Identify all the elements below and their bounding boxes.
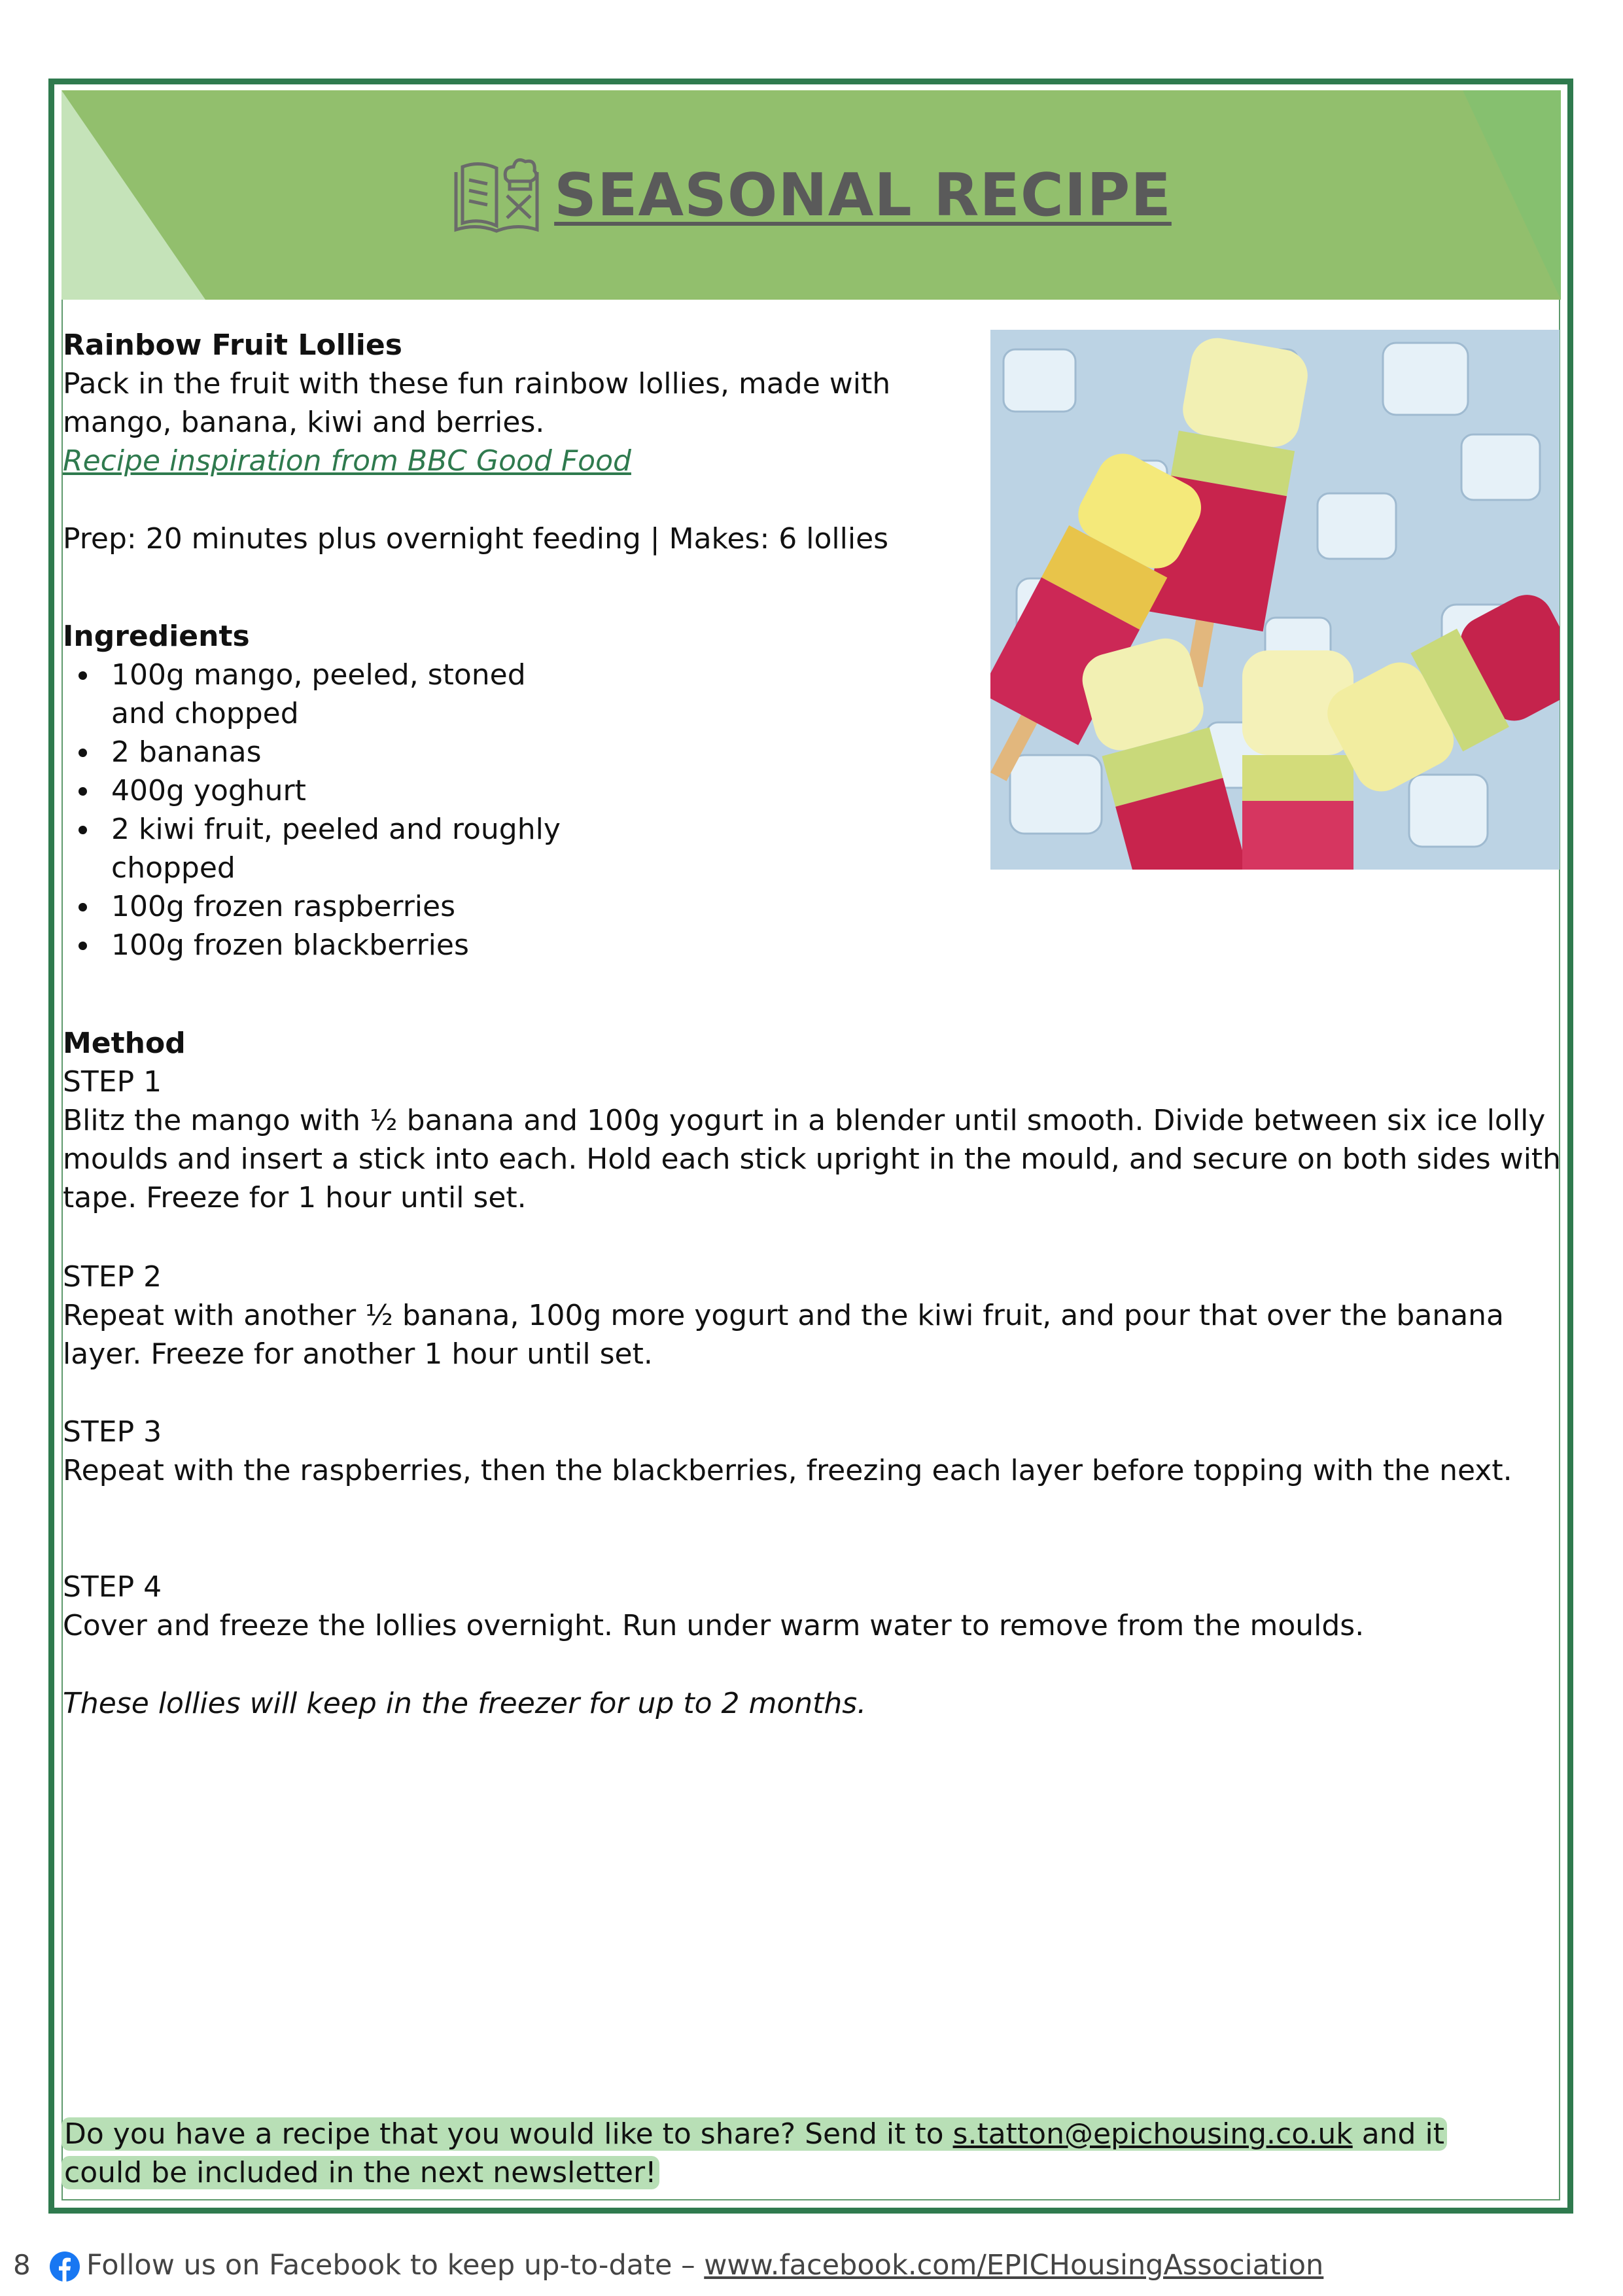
share-recipe-callout [61, 2115, 1445, 2192]
footer-text [86, 2246, 1323, 2285]
facebook-icon [50, 2252, 80, 2282]
facebook-page-link[interactable]: www.facebook.com/EPICHousingAssociation [704, 2249, 1324, 2282]
ingredients-list [63, 656, 586, 964]
share-text-before: Do you have a recipe that you would like to share? Send it to [64, 2117, 953, 2151]
ingredient-item: 2 kiwi fruit, peeled and roughly chopped [63, 810, 586, 887]
step-4-text: Cover and freeze the lollies overnight. Run under warm water to remove from the moulds. [63, 1609, 1365, 1642]
step-4-label: STEP 4 [63, 1570, 162, 1604]
page-footer [0, 2246, 1623, 2285]
footer-follow-text: Follow us on Facebook to keep up-to-date – [86, 2249, 705, 2282]
step-2-text: Repeat with another ½ banana, 100g more yogurt and the kiwi fruit, and pour that over the banana layer. Freeze for another 1 hour until set. [63, 1299, 1505, 1371]
step-1-text: Blitz the mango with ½ banana and 100g yogurt in a blender until smooth. Divide between six ice lolly moulds and insert a stick into each. Hold each stick upright in the mould, and secure on both sides with tape. Freeze for 1 hour until set. [63, 1104, 1562, 1214]
page-number: 8 [13, 2249, 31, 2281]
seasonal-recipe-banner [61, 90, 1561, 300]
ingredient-item: 100g frozen raspberries [63, 887, 586, 926]
recipe-title: Rainbow Fruit Lollies [63, 328, 402, 362]
prep-info: Prep: 20 minutes plus overnight feeding | Makes: 6 lollies [63, 522, 889, 556]
share-text-after: and it could be included in the next newsletter! [64, 2117, 1444, 2189]
method-heading: Method [63, 1027, 186, 1060]
ingredient-item: 2 bananas [63, 733, 586, 771]
lollies-photo [990, 330, 1560, 870]
ingredients-heading: Ingredients [63, 620, 250, 653]
share-email-link[interactable]: s.tatton@epichousing.co.uk [952, 2117, 1353, 2151]
ingredient-item: 100g frozen blackberries [63, 926, 586, 964]
recipe-source-link[interactable]: Recipe inspiration from BBC Good Food [63, 444, 631, 478]
storage-note: These lollies will keep in the freezer for up to 2 months. [63, 1687, 867, 1720]
recipe-book-chef-icon [451, 152, 542, 238]
step-3-label: STEP 3 [63, 1415, 162, 1449]
ingredient-item: 400g yoghurt [63, 771, 586, 810]
step-3-text: Repeat with the raspberries, then the blackberries, freezing each layer before topping with the next. [63, 1454, 1512, 1487]
recipe-intro: Pack in the fruit with these fun rainbow lollies, made with mango, banana, kiwi and berries. [63, 367, 891, 439]
banner-title: SEASONAL RECIPE [554, 160, 1172, 230]
ingredient-item: 100g mango, peeled, stoned and chopped [63, 656, 586, 733]
step-1-label: STEP 1 [63, 1065, 162, 1099]
step-2-label: STEP 2 [63, 1260, 162, 1294]
